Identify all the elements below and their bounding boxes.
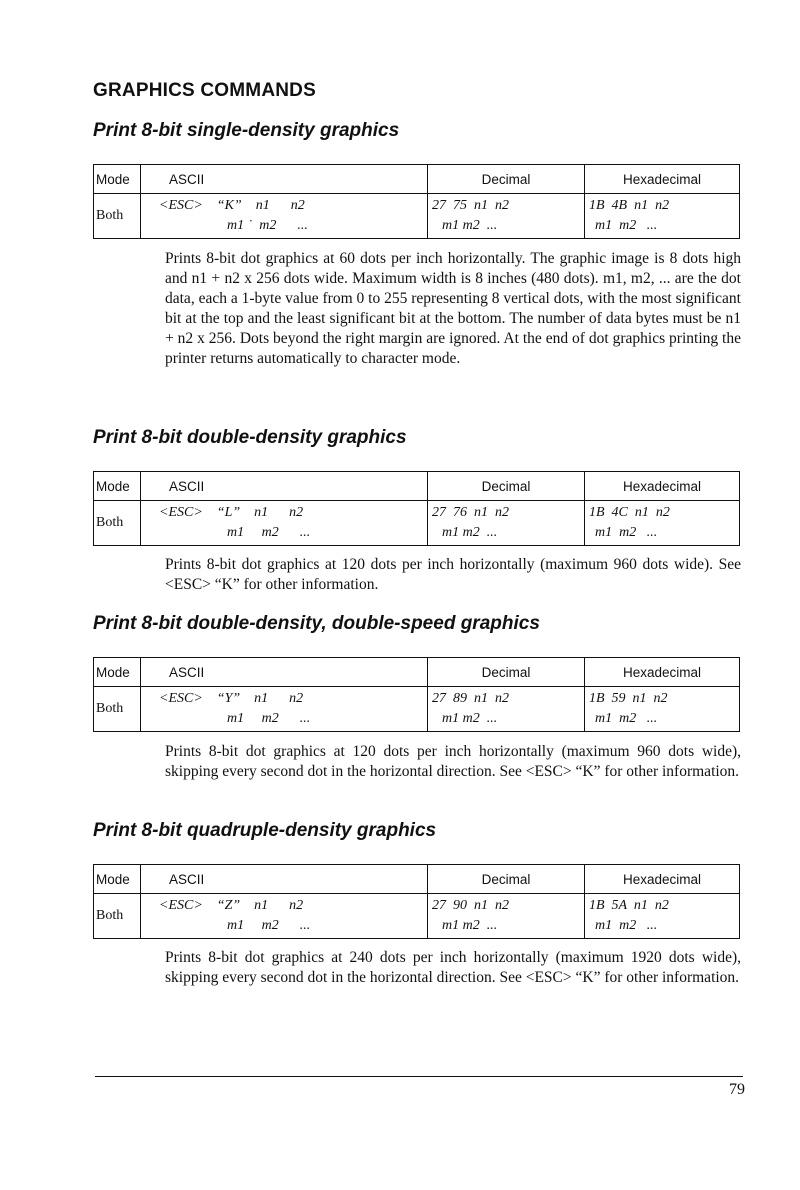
hex-line-1: 1B 5A n1 n2 <box>589 898 669 913</box>
ascii-line-2: m1 m2 ... <box>227 711 311 726</box>
hex-line-1: 1B 59 n1 n2 <box>589 691 668 706</box>
command-table-double-speed <box>93 657 740 732</box>
hex-line-2: m1 m2 ... <box>595 525 658 540</box>
command-table-quadruple-density <box>93 864 740 939</box>
decimal-value <box>428 687 585 732</box>
ascii-value <box>141 687 428 732</box>
header-decimal: Decimal <box>428 865 585 894</box>
table-row <box>94 687 740 732</box>
section-title-single-density: Print 8-bit single-density graphics <box>93 120 400 141</box>
description-single-density: Prints 8-bit dot graphics at 60 dots per inch horizontally. The graphic image is 8 dots high and n1 + n2 x 256 dots wide. Maximum width is 8 inches (480 dots). m1, m2, ... are the dot data, each a 1-byte value from 0 to 255 representing 8 vertical dots, with the most significant bit at the top and the least significant bit at the bottom. The number of data bytes must be n1 + n2 x 256. Dots beyond the right margin are ignored. At the end of dot graphics printing the printer returns automatically to character mode. <box>165 250 741 367</box>
ascii-line-1: <ESC> “Z” n1 n2 <box>159 898 304 913</box>
hex-line-1: 1B 4B n1 n2 <box>589 198 670 213</box>
decimal-line-2: m1 m2 ... <box>442 918 498 933</box>
decimal-line-1: 27 89 n1 n2 <box>432 691 509 706</box>
header-hexadecimal: Hexadecimal <box>585 658 740 687</box>
mode-value: Both <box>94 194 141 239</box>
ascii-value <box>141 894 428 939</box>
table-header-row <box>94 658 740 687</box>
table-header-row <box>94 865 740 894</box>
decimal-line-1: 27 76 n1 n2 <box>432 505 509 520</box>
header-hexadecimal: Hexadecimal <box>585 165 740 194</box>
description-double-density: Prints 8-bit dot graphics at 120 dots per inch horizontally (maximum 960 dots wide). See <ESC> “K” for other information. <box>165 556 741 593</box>
header-ascii: ASCII <box>141 658 428 687</box>
header-mode: Mode <box>94 165 141 194</box>
hex-value <box>585 894 740 939</box>
header-ascii: ASCII <box>141 472 428 501</box>
table-header-row <box>94 472 740 501</box>
header-hexadecimal: Hexadecimal <box>585 472 740 501</box>
decimal-value <box>428 194 585 239</box>
mode-value: Both <box>94 687 141 732</box>
hex-line-2: m1 m2 ... <box>595 711 658 726</box>
ascii-line-1: <ESC> “K” n1 n2 <box>159 198 305 213</box>
decimal-value <box>428 501 585 546</box>
hex-value <box>585 194 740 239</box>
header-decimal: Decimal <box>428 658 585 687</box>
decimal-line-1: 27 90 n1 n2 <box>432 898 509 913</box>
hex-line-1: 1B 4C n1 n2 <box>589 505 670 520</box>
description-double-speed: Prints 8-bit dot graphics at 120 dots per inch horizontally (maximum 960 dots wide), skipping every second dot in the horizontal direction. See <ESC> “K” for other information. <box>165 743 741 780</box>
header-mode: Mode <box>94 865 141 894</box>
table-row <box>94 894 740 939</box>
command-table-double-density <box>93 471 740 546</box>
hex-value <box>585 687 740 732</box>
header-decimal: Decimal <box>428 165 585 194</box>
header-decimal: Decimal <box>428 472 585 501</box>
header-ascii: ASCII <box>141 865 428 894</box>
header-hexadecimal: Hexadecimal <box>585 865 740 894</box>
hex-value <box>585 501 740 546</box>
header-mode: Mode <box>94 472 141 501</box>
section-title-double-speed: Print 8-bit double-density, double-speed graphics <box>93 613 540 634</box>
section-title-quadruple-density: Print 8-bit quadruple-density graphics <box>93 820 437 841</box>
ascii-value <box>141 501 428 546</box>
header-ascii: ASCII <box>141 165 428 194</box>
table-header-row <box>94 165 740 194</box>
decimal-value <box>428 894 585 939</box>
table-row <box>94 194 740 239</box>
decimal-line-1: 27 75 n1 n2 <box>432 198 509 213</box>
decimal-line-2: m1 m2 ... <box>442 218 498 233</box>
ascii-value <box>141 194 428 239</box>
page-heading: GRAPHICS COMMANDS <box>93 80 316 101</box>
command-table-single-density <box>93 164 740 239</box>
mode-value: Both <box>94 501 141 546</box>
decimal-line-2: m1 m2 ... <box>442 711 498 726</box>
hex-line-2: m1 m2 ... <box>595 918 658 933</box>
ascii-line-2: m1 m2 ... <box>227 525 311 540</box>
description-quadruple-density: Prints 8-bit dot graphics at 240 dots per inch horizontally (maximum 1920 dots wide), skipping every second dot in the horizontal direction. See <ESC> “K” for other information. <box>165 949 741 986</box>
ascii-line-1: <ESC> “Y” n1 n2 <box>159 691 304 706</box>
section-title-double-density: Print 8-bit double-density graphics <box>93 427 407 448</box>
page-number: 79 <box>729 1081 745 1098</box>
decimal-line-2: m1 m2 ... <box>442 525 498 540</box>
table-row <box>94 501 740 546</box>
header-mode: Mode <box>94 658 141 687</box>
hex-line-2: m1 m2 ... <box>595 218 658 233</box>
footer-rule <box>95 1076 743 1077</box>
ascii-line-2: m1 m2 ... <box>227 918 311 933</box>
mode-value: Both <box>94 894 141 939</box>
ascii-line-1: <ESC> “L” n1 n2 <box>159 505 304 520</box>
ascii-line-2: m1 ˙ m2 ... <box>227 218 308 233</box>
